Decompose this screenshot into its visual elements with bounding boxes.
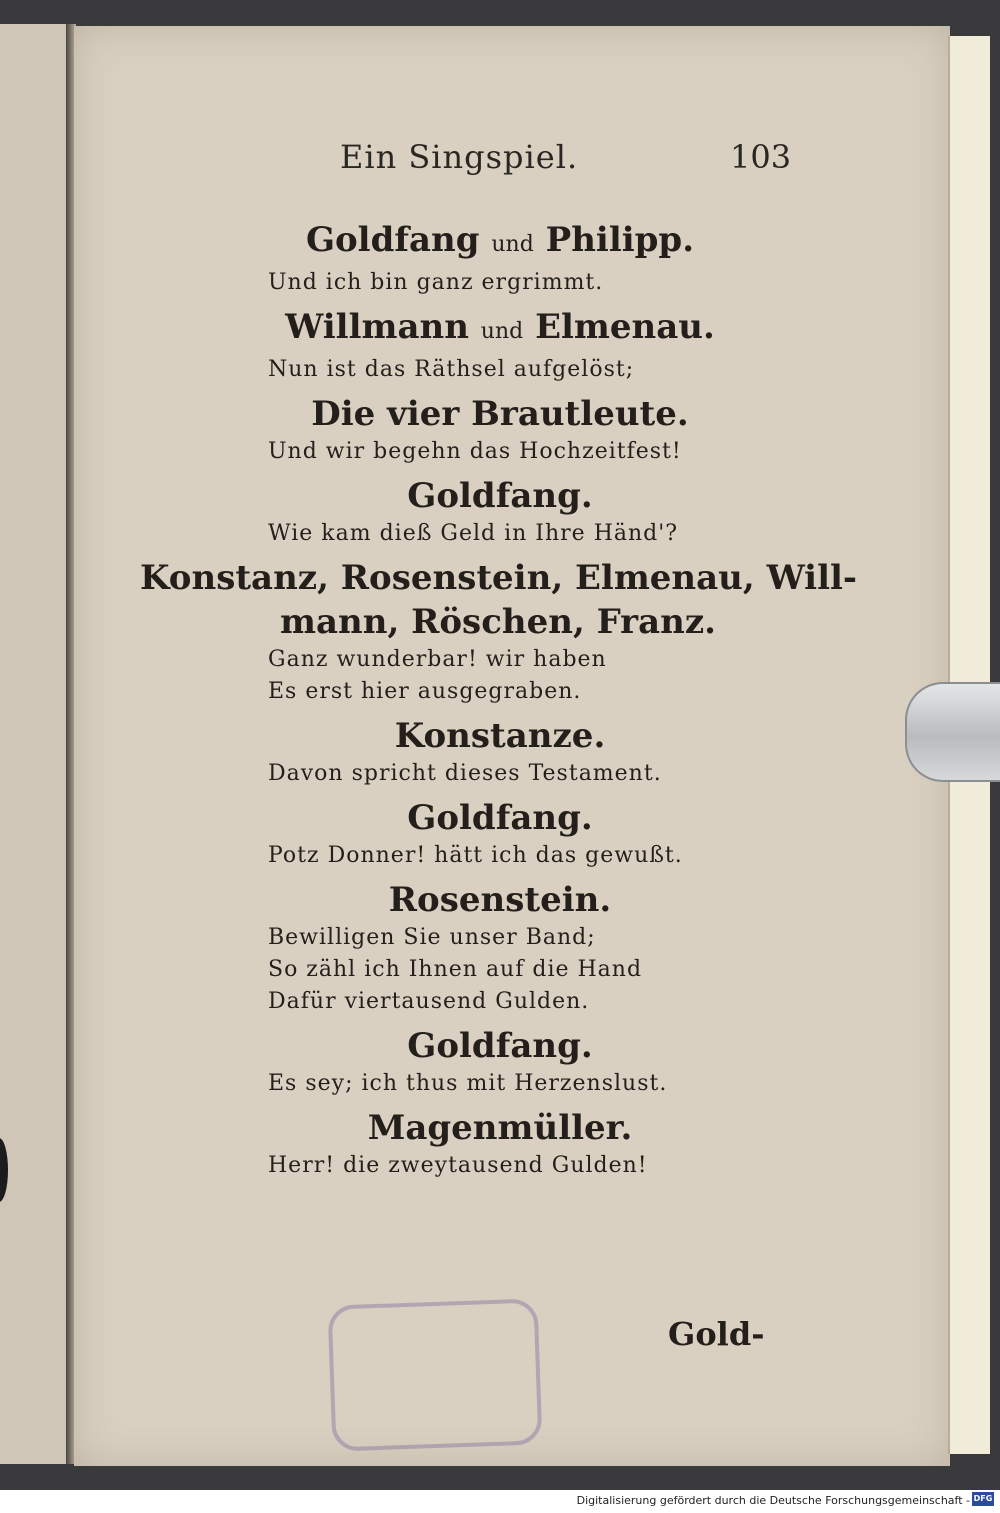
conjunction: und — [491, 232, 534, 257]
speaker-heading — [140, 218, 860, 267]
verse-line: Davon spricht dieses Testament. — [268, 761, 662, 786]
conjunction: und — [480, 319, 524, 344]
running-title: Ein Singspiel. — [340, 138, 579, 176]
page-number: 103 — [730, 138, 792, 176]
left-page-edge — [0, 24, 69, 1464]
speaker-names-line: mann, Röschen, Franz. — [280, 602, 716, 642]
speaker-heading — [140, 305, 860, 354]
speaker-name: Philipp. — [545, 220, 695, 260]
speaker-heading: Konstanze. — [394, 716, 606, 756]
verse-line: Dafür viertausend Gulden. — [268, 989, 590, 1014]
dfg-logo: DFG — [972, 1492, 994, 1506]
speaker-names-line: Konstanz, Rosenstein, Elmenau, Will- — [140, 558, 858, 598]
speaker-name: Willmann — [285, 307, 469, 347]
verse-line: Nun ist das Räthsel aufgelöst; — [268, 357, 635, 382]
speaker-heading: Magenmüller. — [367, 1108, 633, 1148]
page-header — [300, 138, 800, 182]
verse-line: Herr! die zweytausend Gulden! — [268, 1153, 648, 1178]
page-clip — [905, 682, 1000, 782]
speaker-name: Elmenau. — [535, 307, 715, 347]
digitization-credit: Digitalisierung gefördert durch die Deutsche Forschungsgemeinschaft - — [576, 1494, 970, 1507]
verse-line: Und wir begehn das Hochzeitfest! — [268, 439, 682, 464]
verse-line: Es erst hier ausgegraben. — [268, 679, 582, 704]
verse-line: Potz Donner! hätt ich das gewußt. — [268, 843, 683, 868]
verse-line: Bewilligen Sie unser Band; — [268, 925, 596, 950]
verse-line: Es sey; ich thus mit Herzenslust. — [268, 1071, 668, 1096]
speaker-heading: Die vier Brautleute. — [311, 394, 689, 434]
speaker-heading: Goldfang. — [407, 476, 593, 516]
speaker-heading: Goldfang. — [407, 1026, 593, 1066]
speaker-name: Goldfang — [305, 220, 480, 260]
speaker-heading: Goldfang. — [407, 798, 593, 838]
verse-line: So zähl ich Ihnen auf die Hand — [268, 957, 643, 982]
verse-line: Wie kam dieß Geld in Ihre Händ'? — [268, 521, 679, 546]
verse-line: Ganz wunderbar! wir haben — [268, 647, 607, 672]
library-stamp — [328, 1298, 543, 1451]
speaker-heading: Rosenstein. — [388, 880, 612, 920]
dialogue-text — [140, 212, 860, 1182]
speaker-heading-multi — [140, 556, 860, 644]
verse-line: Und ich bin ganz ergrimmt. — [268, 270, 604, 295]
catchword: Gold- — [668, 1315, 765, 1353]
